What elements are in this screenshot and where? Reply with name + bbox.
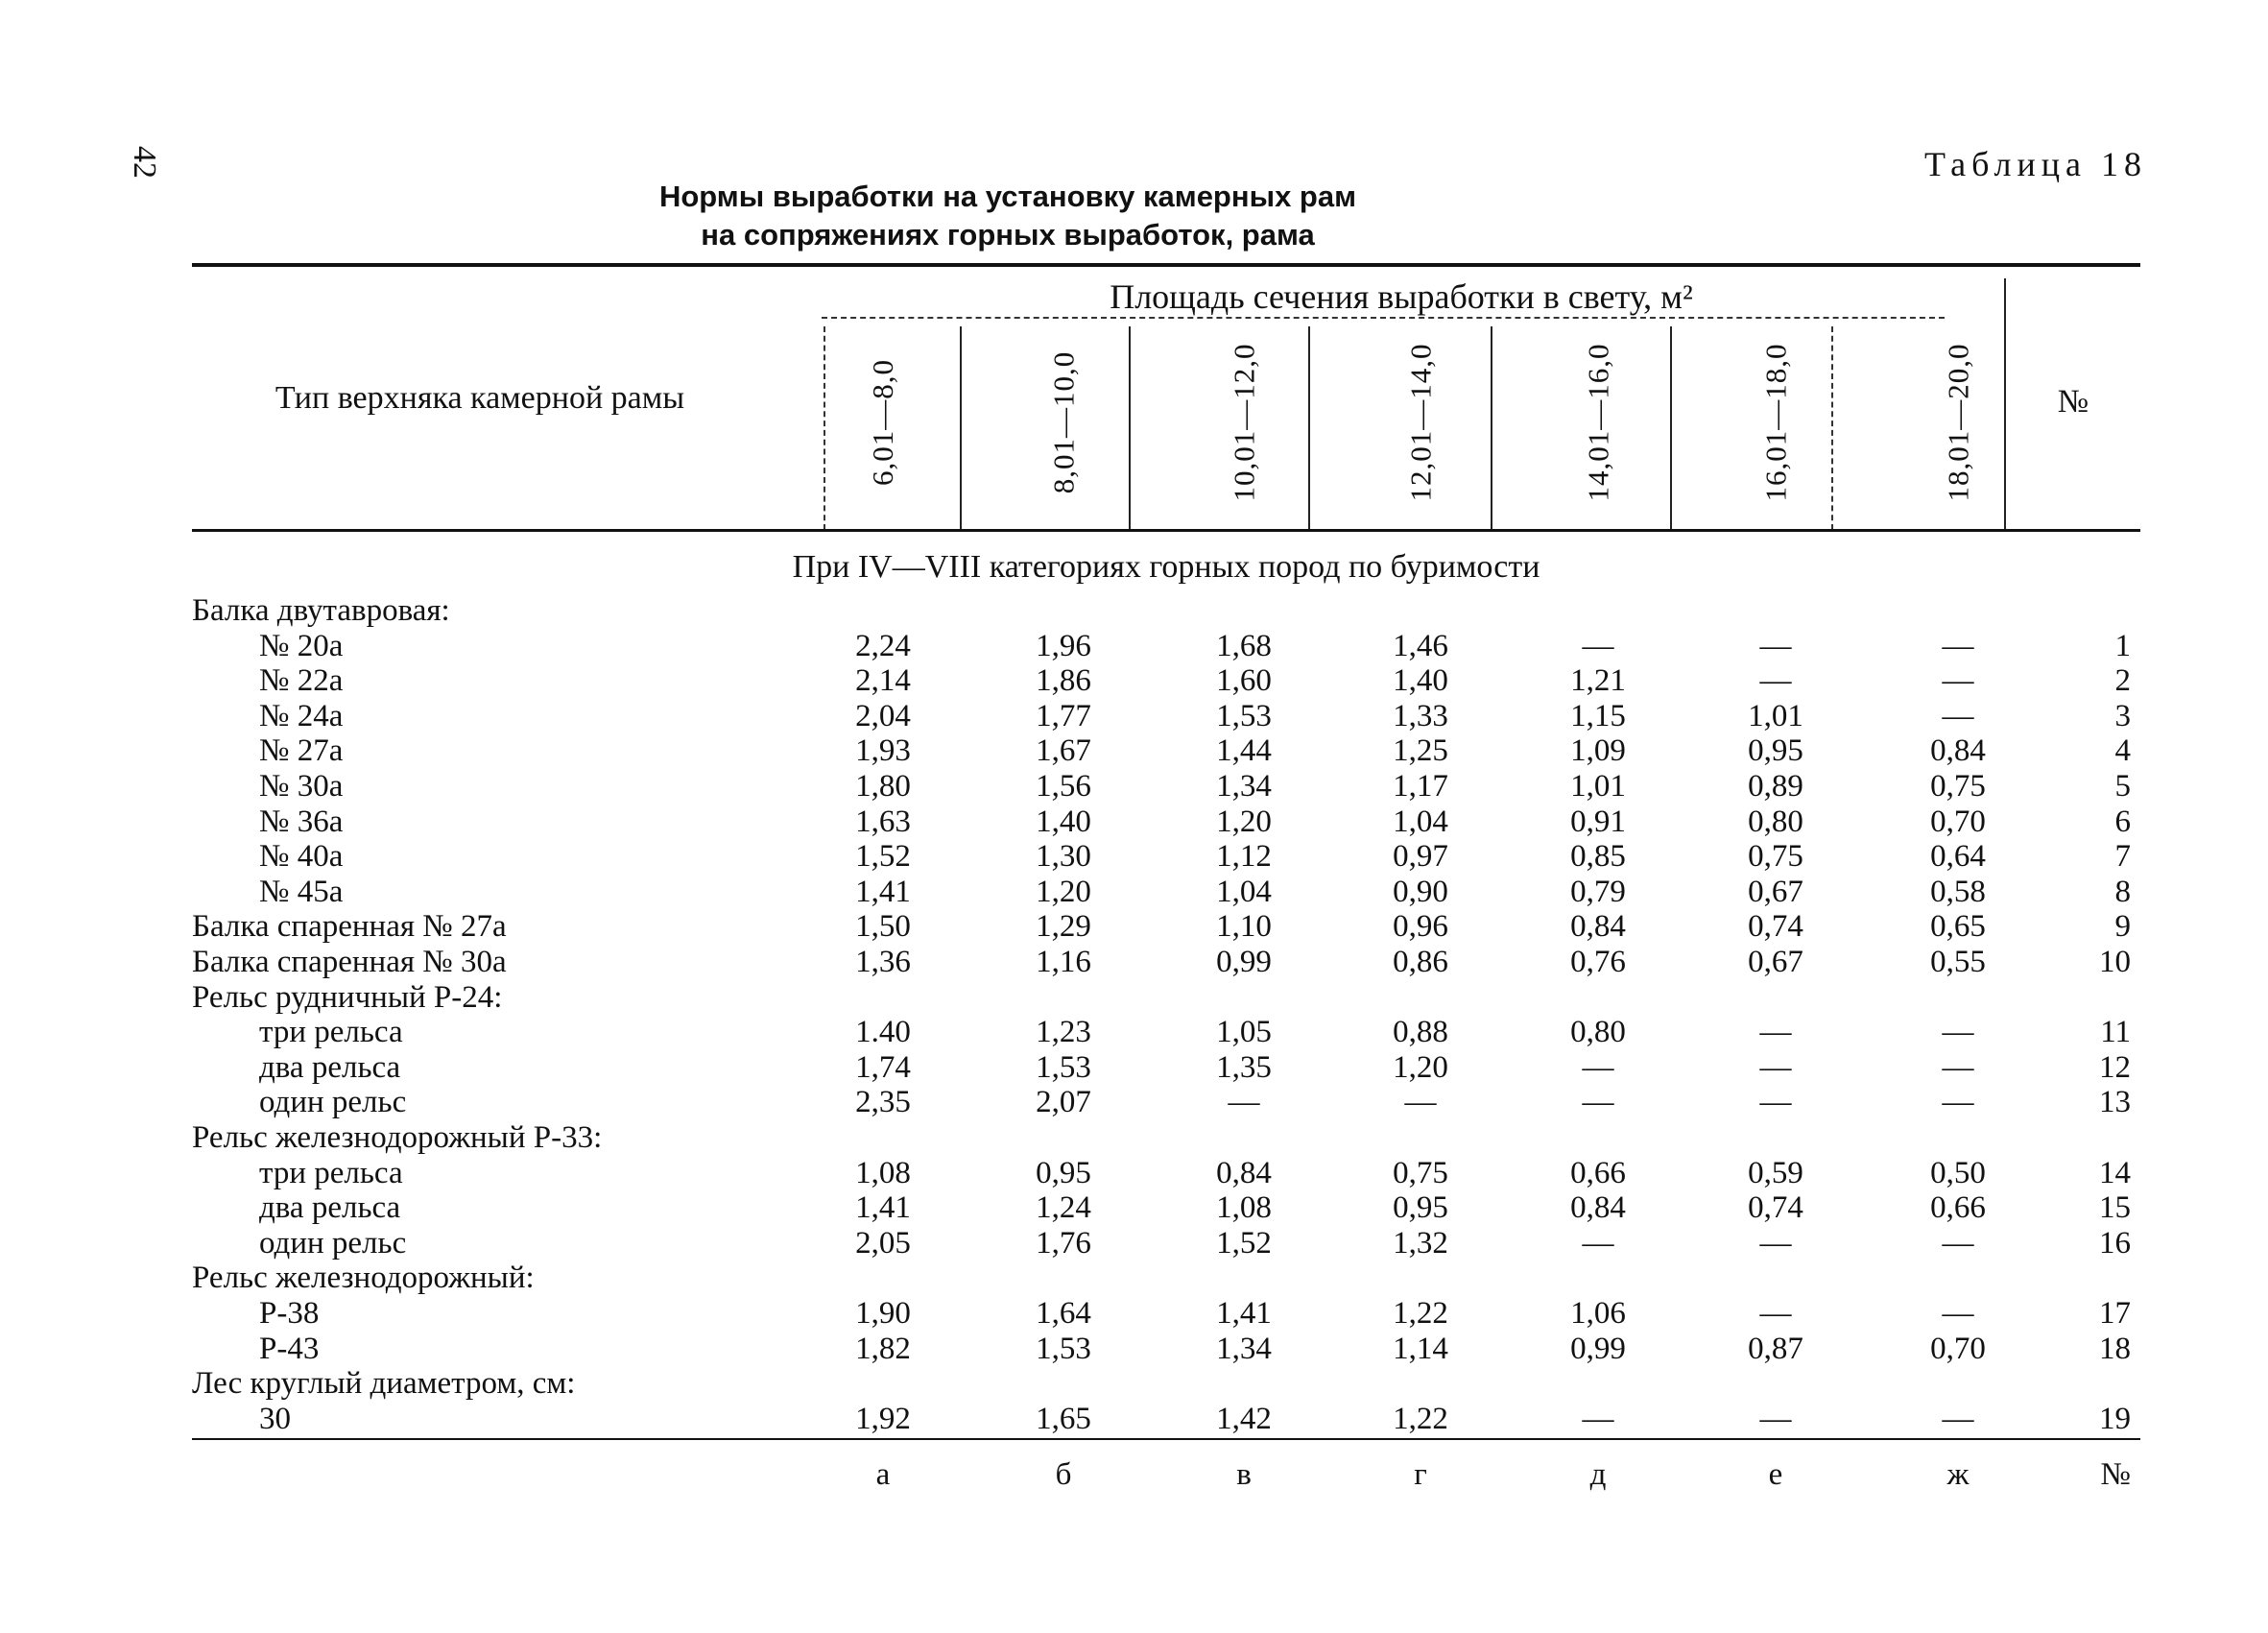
table-cell: 1,86 — [1036, 663, 1091, 699]
table-cell: 0,95 — [1036, 1155, 1091, 1190]
table-cell: 1,68 — [1216, 628, 1272, 663]
header-column-divider — [2004, 278, 2006, 530]
row-label: один рельс — [259, 1225, 407, 1261]
table-cell: 0,65 — [1930, 909, 1986, 945]
table-cell: 1,22 — [1393, 1296, 1448, 1331]
table-cell: 1,44 — [1216, 733, 1272, 769]
table-cell: 0,59 — [1748, 1155, 1803, 1190]
table-cell: 1,53 — [1216, 698, 1272, 733]
row-label: № 27а — [259, 733, 344, 769]
table-cell: 0,80 — [1748, 804, 1803, 839]
table-cell: 1,09 — [1570, 733, 1626, 769]
table-cell: 0,96 — [1393, 909, 1448, 945]
table-row — [0, 1402, 2268, 1436]
column-letters — [0, 1457, 2268, 1496]
table-cell: — — [1942, 1015, 1974, 1050]
row-label: № 24а — [259, 698, 344, 733]
row-label: Рельс железнодорожный: — [192, 1261, 535, 1296]
row-label: три рельса — [259, 1155, 403, 1190]
table-cell: 1,05 — [1216, 1015, 1272, 1050]
table-cell: 1,76 — [1036, 1225, 1091, 1261]
table-row — [0, 945, 2268, 979]
table-row — [0, 699, 2268, 733]
column-letter: ж — [1946, 1457, 1970, 1492]
table-cell: 1,24 — [1036, 1190, 1091, 1226]
row-number: 1 — [2114, 628, 2131, 663]
table-cell: 1,40 — [1036, 804, 1091, 839]
range-header — [1392, 326, 1449, 518]
page-number: 42 — [127, 146, 162, 179]
row-label: № 20а — [259, 628, 344, 663]
column-letter: а — [875, 1457, 891, 1492]
table-cell: — — [1759, 663, 1792, 699]
row-label: Балка спаренная № 27а — [192, 909, 507, 945]
row-number: 8 — [2114, 874, 2131, 909]
table-cell: 1,52 — [855, 839, 911, 875]
range-header-label: 14,01—16,0 — [1581, 343, 1614, 502]
table-cell: — — [1228, 1085, 1260, 1120]
table-cell: — — [1759, 1225, 1792, 1261]
table-cell: — — [1759, 1085, 1792, 1120]
table-cell: 1,82 — [855, 1331, 911, 1366]
table-row — [0, 1226, 2268, 1261]
table-title-line-2: на сопряжениях горных выработок, рама — [701, 218, 1315, 252]
row-label: два рельса — [259, 1190, 401, 1226]
table-cell: 0,95 — [1748, 733, 1803, 769]
table-cell: — — [1404, 1085, 1437, 1120]
table-row — [0, 980, 2268, 1015]
table-cell: 1,64 — [1036, 1296, 1091, 1331]
column-letter: в — [1236, 1457, 1252, 1492]
row-number: 12 — [2099, 1049, 2131, 1085]
table-cell: 0,84 — [1930, 733, 1986, 769]
table-cell: 1,25 — [1393, 733, 1448, 769]
table-row — [0, 593, 2268, 628]
row-label: № 30а — [259, 769, 344, 804]
table-cell: 1,46 — [1393, 628, 1448, 663]
table-cell: 2,04 — [855, 698, 911, 733]
header-column-divider — [824, 326, 825, 530]
table-cell: 1,34 — [1216, 769, 1272, 804]
table-cell: — — [1942, 1225, 1974, 1261]
table-title — [576, 178, 1440, 254]
row-number: 10 — [2099, 945, 2131, 979]
row-label: Рельс рудничный Р-24: — [192, 979, 503, 1015]
table-cell: 0,85 — [1570, 839, 1626, 875]
bottom-rule — [192, 1438, 2140, 1440]
range-header-label: 16,01—18,0 — [1758, 343, 1792, 502]
row-label: два рельса — [259, 1049, 401, 1085]
row-number: 13 — [2099, 1085, 2131, 1120]
table-cell: 0,88 — [1393, 1015, 1448, 1050]
table-cell: 1,01 — [1570, 769, 1626, 804]
table-cell: 1,56 — [1036, 769, 1091, 804]
category-heading: При IV—VIII категориях горных пород по буримости — [792, 549, 1540, 585]
table-row — [0, 1085, 2268, 1119]
table-cell: 1,53 — [1036, 1049, 1091, 1085]
table-cell: — — [1582, 1049, 1614, 1085]
table-cell: 1,08 — [1216, 1190, 1272, 1226]
header-column-divider — [1129, 326, 1131, 530]
table-cell: 0,99 — [1216, 945, 1272, 979]
table-cell: 1,33 — [1393, 698, 1448, 733]
table-row — [0, 769, 2268, 804]
row-number: 16 — [2099, 1225, 2131, 1261]
range-header — [1569, 326, 1627, 518]
row-number: 11 — [2100, 1015, 2131, 1050]
table-cell: — — [1942, 663, 1974, 699]
table-cell: 1,65 — [1036, 1401, 1091, 1436]
range-header — [1035, 326, 1092, 518]
table-cell: 0,74 — [1748, 909, 1803, 945]
row-label: три рельса — [259, 1015, 403, 1050]
table-cell: 1,21 — [1570, 663, 1626, 699]
table-cell: 1,20 — [1216, 804, 1272, 839]
table-cell: 0,84 — [1570, 1190, 1626, 1226]
header-column-divider — [1670, 326, 1672, 530]
row-label: 30 — [259, 1401, 291, 1436]
table-cell: 0,99 — [1570, 1331, 1626, 1366]
row-label: № 45а — [259, 874, 344, 909]
table-cell: 0,97 — [1393, 839, 1448, 875]
table-cell: 0,91 — [1570, 804, 1626, 839]
row-number: 18 — [2099, 1331, 2131, 1366]
table-cell: 1,16 — [1036, 945, 1091, 979]
table-cell: 1,15 — [1570, 698, 1626, 733]
table-cell: 1,93 — [855, 733, 911, 769]
table-cell: 1,30 — [1036, 839, 1091, 875]
header-column-divider — [1491, 326, 1492, 530]
table-cell: 1,60 — [1216, 663, 1272, 699]
table-cell: 1,90 — [855, 1296, 911, 1331]
range-header-label: 18,01—20,0 — [1941, 343, 1974, 502]
table-cell: 1,41 — [855, 1190, 911, 1226]
table-cell: 2,35 — [855, 1085, 911, 1120]
range-header — [1747, 326, 1804, 518]
table-cell: 0,84 — [1216, 1155, 1272, 1190]
table-row — [0, 1156, 2268, 1190]
table-cell: 0,67 — [1748, 874, 1803, 909]
row-number: 9 — [2114, 909, 2131, 945]
table-row — [0, 875, 2268, 909]
table-cell: 1,06 — [1570, 1296, 1626, 1331]
table-cell: 0,58 — [1930, 874, 1986, 909]
row-number: 5 — [2114, 769, 2131, 804]
table-cell: — — [1942, 698, 1974, 733]
table-cell: 1,50 — [855, 909, 911, 945]
table-cell: 0,75 — [1393, 1155, 1448, 1190]
row-number: 6 — [2114, 804, 2131, 839]
table-cell: 1,17 — [1393, 769, 1448, 804]
table-cell: 1,53 — [1036, 1331, 1091, 1366]
type-column-header: Тип верхняка камерной рамы — [275, 380, 685, 416]
table-cell: 0,55 — [1930, 945, 1986, 979]
table-cell: 1,23 — [1036, 1015, 1091, 1050]
table-cell: 1,80 — [855, 769, 911, 804]
row-label: Балка двутавровая: — [192, 593, 450, 628]
table-row — [0, 1190, 2268, 1225]
range-header — [1929, 326, 1987, 518]
column-letter: г — [1414, 1457, 1427, 1492]
row-label: Р-38 — [259, 1296, 320, 1331]
row-label: один рельс — [259, 1085, 407, 1120]
table-cell: 1,92 — [855, 1401, 911, 1436]
row-number: 2 — [2114, 663, 2131, 699]
row-label: № 22а — [259, 663, 344, 699]
table-cell: 2,24 — [855, 628, 911, 663]
table-cell: 1,20 — [1393, 1049, 1448, 1085]
table-cell: 1,41 — [1216, 1296, 1272, 1331]
range-header-label: 6,01—8,0 — [866, 359, 899, 486]
table-cell: — — [1582, 628, 1614, 663]
column-letter: б — [1055, 1457, 1072, 1492]
table-cell: 1,20 — [1036, 874, 1091, 909]
table-row — [0, 1015, 2268, 1049]
table-cell: 0,50 — [1930, 1155, 1986, 1190]
table-cell: 0,95 — [1393, 1190, 1448, 1226]
table-cell: 1,52 — [1216, 1225, 1272, 1261]
table-row — [0, 629, 2268, 663]
table-cell: 1,04 — [1216, 874, 1272, 909]
range-header-label: 10,01—12,0 — [1227, 343, 1260, 502]
table-row — [0, 839, 2268, 874]
table-cell: 1,10 — [1216, 909, 1272, 945]
table-cell: — — [1942, 1296, 1974, 1331]
table-cell: — — [1759, 1015, 1792, 1050]
table-cell: 2,07 — [1036, 1085, 1091, 1120]
table-cell: 1,04 — [1393, 804, 1448, 839]
table-cell: 1,96 — [1036, 628, 1091, 663]
table-cell: — — [1582, 1401, 1614, 1436]
table-cell: 1,01 — [1748, 698, 1803, 733]
table-row — [0, 1332, 2268, 1366]
table-cell: 0,67 — [1748, 945, 1803, 979]
range-header — [1215, 326, 1273, 518]
table-cell: 0,64 — [1930, 839, 1986, 875]
area-header-divider — [822, 317, 1945, 320]
table-cell: 0,75 — [1930, 769, 1986, 804]
row-number: 19 — [2099, 1401, 2131, 1436]
table-cell: — — [1942, 628, 1974, 663]
table-cell: 2,05 — [855, 1225, 911, 1261]
table-cell: 1,67 — [1036, 733, 1091, 769]
table-cell: 1,29 — [1036, 909, 1091, 945]
row-label: Балка спаренная № 30а — [192, 945, 507, 979]
table-cell: 1.40 — [855, 1015, 911, 1050]
table-row — [0, 909, 2268, 944]
header-column-divider — [1831, 326, 1833, 530]
table-cell: — — [1942, 1085, 1974, 1120]
table-cell: 1,14 — [1393, 1331, 1448, 1366]
header-rule — [192, 529, 2140, 532]
table-row — [0, 663, 2268, 698]
row-number: 3 — [2114, 698, 2131, 733]
table-cell: 0,70 — [1930, 1331, 1986, 1366]
table-cell: — — [1582, 1225, 1614, 1261]
row-label: Р-43 — [259, 1331, 320, 1366]
table-cell: — — [1759, 1296, 1792, 1331]
table-cell: — — [1759, 1401, 1792, 1436]
table-cell: 0,84 — [1570, 909, 1626, 945]
table-cell: 1,77 — [1036, 698, 1091, 733]
table-cell: 2,14 — [855, 663, 911, 699]
table-cell: — — [1942, 1049, 1974, 1085]
row-number: 17 — [2099, 1296, 2131, 1331]
table-cell: 1,36 — [855, 945, 911, 979]
table-cell: 0,79 — [1570, 874, 1626, 909]
top-rule — [192, 263, 2140, 267]
table-row — [0, 804, 2268, 839]
table-row — [0, 1050, 2268, 1085]
table-row — [0, 733, 2268, 768]
table-cell: 0,66 — [1930, 1190, 1986, 1226]
table-cell: 0,80 — [1570, 1015, 1626, 1050]
table-cell: — — [1582, 1085, 1614, 1120]
column-letter: д — [1589, 1457, 1607, 1492]
row-number: 7 — [2114, 839, 2131, 875]
row-number: 15 — [2099, 1190, 2131, 1226]
row-label: № 36а — [259, 804, 344, 839]
table-cell: 1,63 — [855, 804, 911, 839]
table-cell: 1,32 — [1393, 1225, 1448, 1261]
table-cell: 1,12 — [1216, 839, 1272, 875]
table-cell: 0,66 — [1570, 1155, 1626, 1190]
area-column-header: Площадь сечения выработки в свету, м² — [1110, 277, 1693, 316]
table-cell: — — [1759, 628, 1792, 663]
table-cell: 0,76 — [1570, 945, 1626, 979]
column-number-label: № — [2100, 1457, 2131, 1492]
table-cell: 1,74 — [855, 1049, 911, 1085]
table-cell: 1,41 — [855, 874, 911, 909]
table-cell: 0,70 — [1930, 804, 1986, 839]
column-letter: е — [1768, 1457, 1783, 1492]
table-cell: 0,90 — [1393, 874, 1448, 909]
row-label: Рельс железнодорожный Р-33: — [192, 1120, 603, 1155]
table-title-line-1: Нормы выработки на установку камерных рам — [658, 180, 1357, 213]
table-cell: 0,75 — [1748, 839, 1803, 875]
row-number: 14 — [2099, 1155, 2131, 1190]
header-column-divider — [1308, 326, 1310, 530]
table-cell: 0,74 — [1748, 1190, 1803, 1226]
table-cell: 1,42 — [1216, 1401, 1272, 1436]
table-row — [0, 1120, 2268, 1155]
table-cell: 1,22 — [1393, 1401, 1448, 1436]
table-label: Таблица 18 — [1924, 145, 2147, 183]
table-cell: — — [1759, 1049, 1792, 1085]
table-cell: 0,89 — [1748, 769, 1803, 804]
range-header-label: 12,01—14,0 — [1403, 343, 1437, 502]
range-header — [854, 326, 912, 518]
table-row — [0, 1261, 2268, 1295]
row-label: Лес круглый диаметром, см: — [192, 1366, 576, 1402]
row-number: 4 — [2114, 733, 2131, 769]
header-column-divider — [960, 326, 962, 530]
range-header-label: 8,01—10,0 — [1046, 350, 1080, 494]
table-cell: 0,86 — [1393, 945, 1448, 979]
row-label: № 40а — [259, 839, 344, 875]
table-cell: 1,35 — [1216, 1049, 1272, 1085]
table-cell: 1,34 — [1216, 1331, 1272, 1366]
table-row — [0, 1366, 2268, 1401]
table-row — [0, 1296, 2268, 1331]
table-cell: 0,87 — [1748, 1331, 1803, 1366]
number-column-header: № — [2057, 384, 2089, 420]
table-cell: 1,40 — [1393, 663, 1448, 699]
table-cell: 1,08 — [855, 1155, 911, 1190]
table-cell: — — [1942, 1401, 1974, 1436]
